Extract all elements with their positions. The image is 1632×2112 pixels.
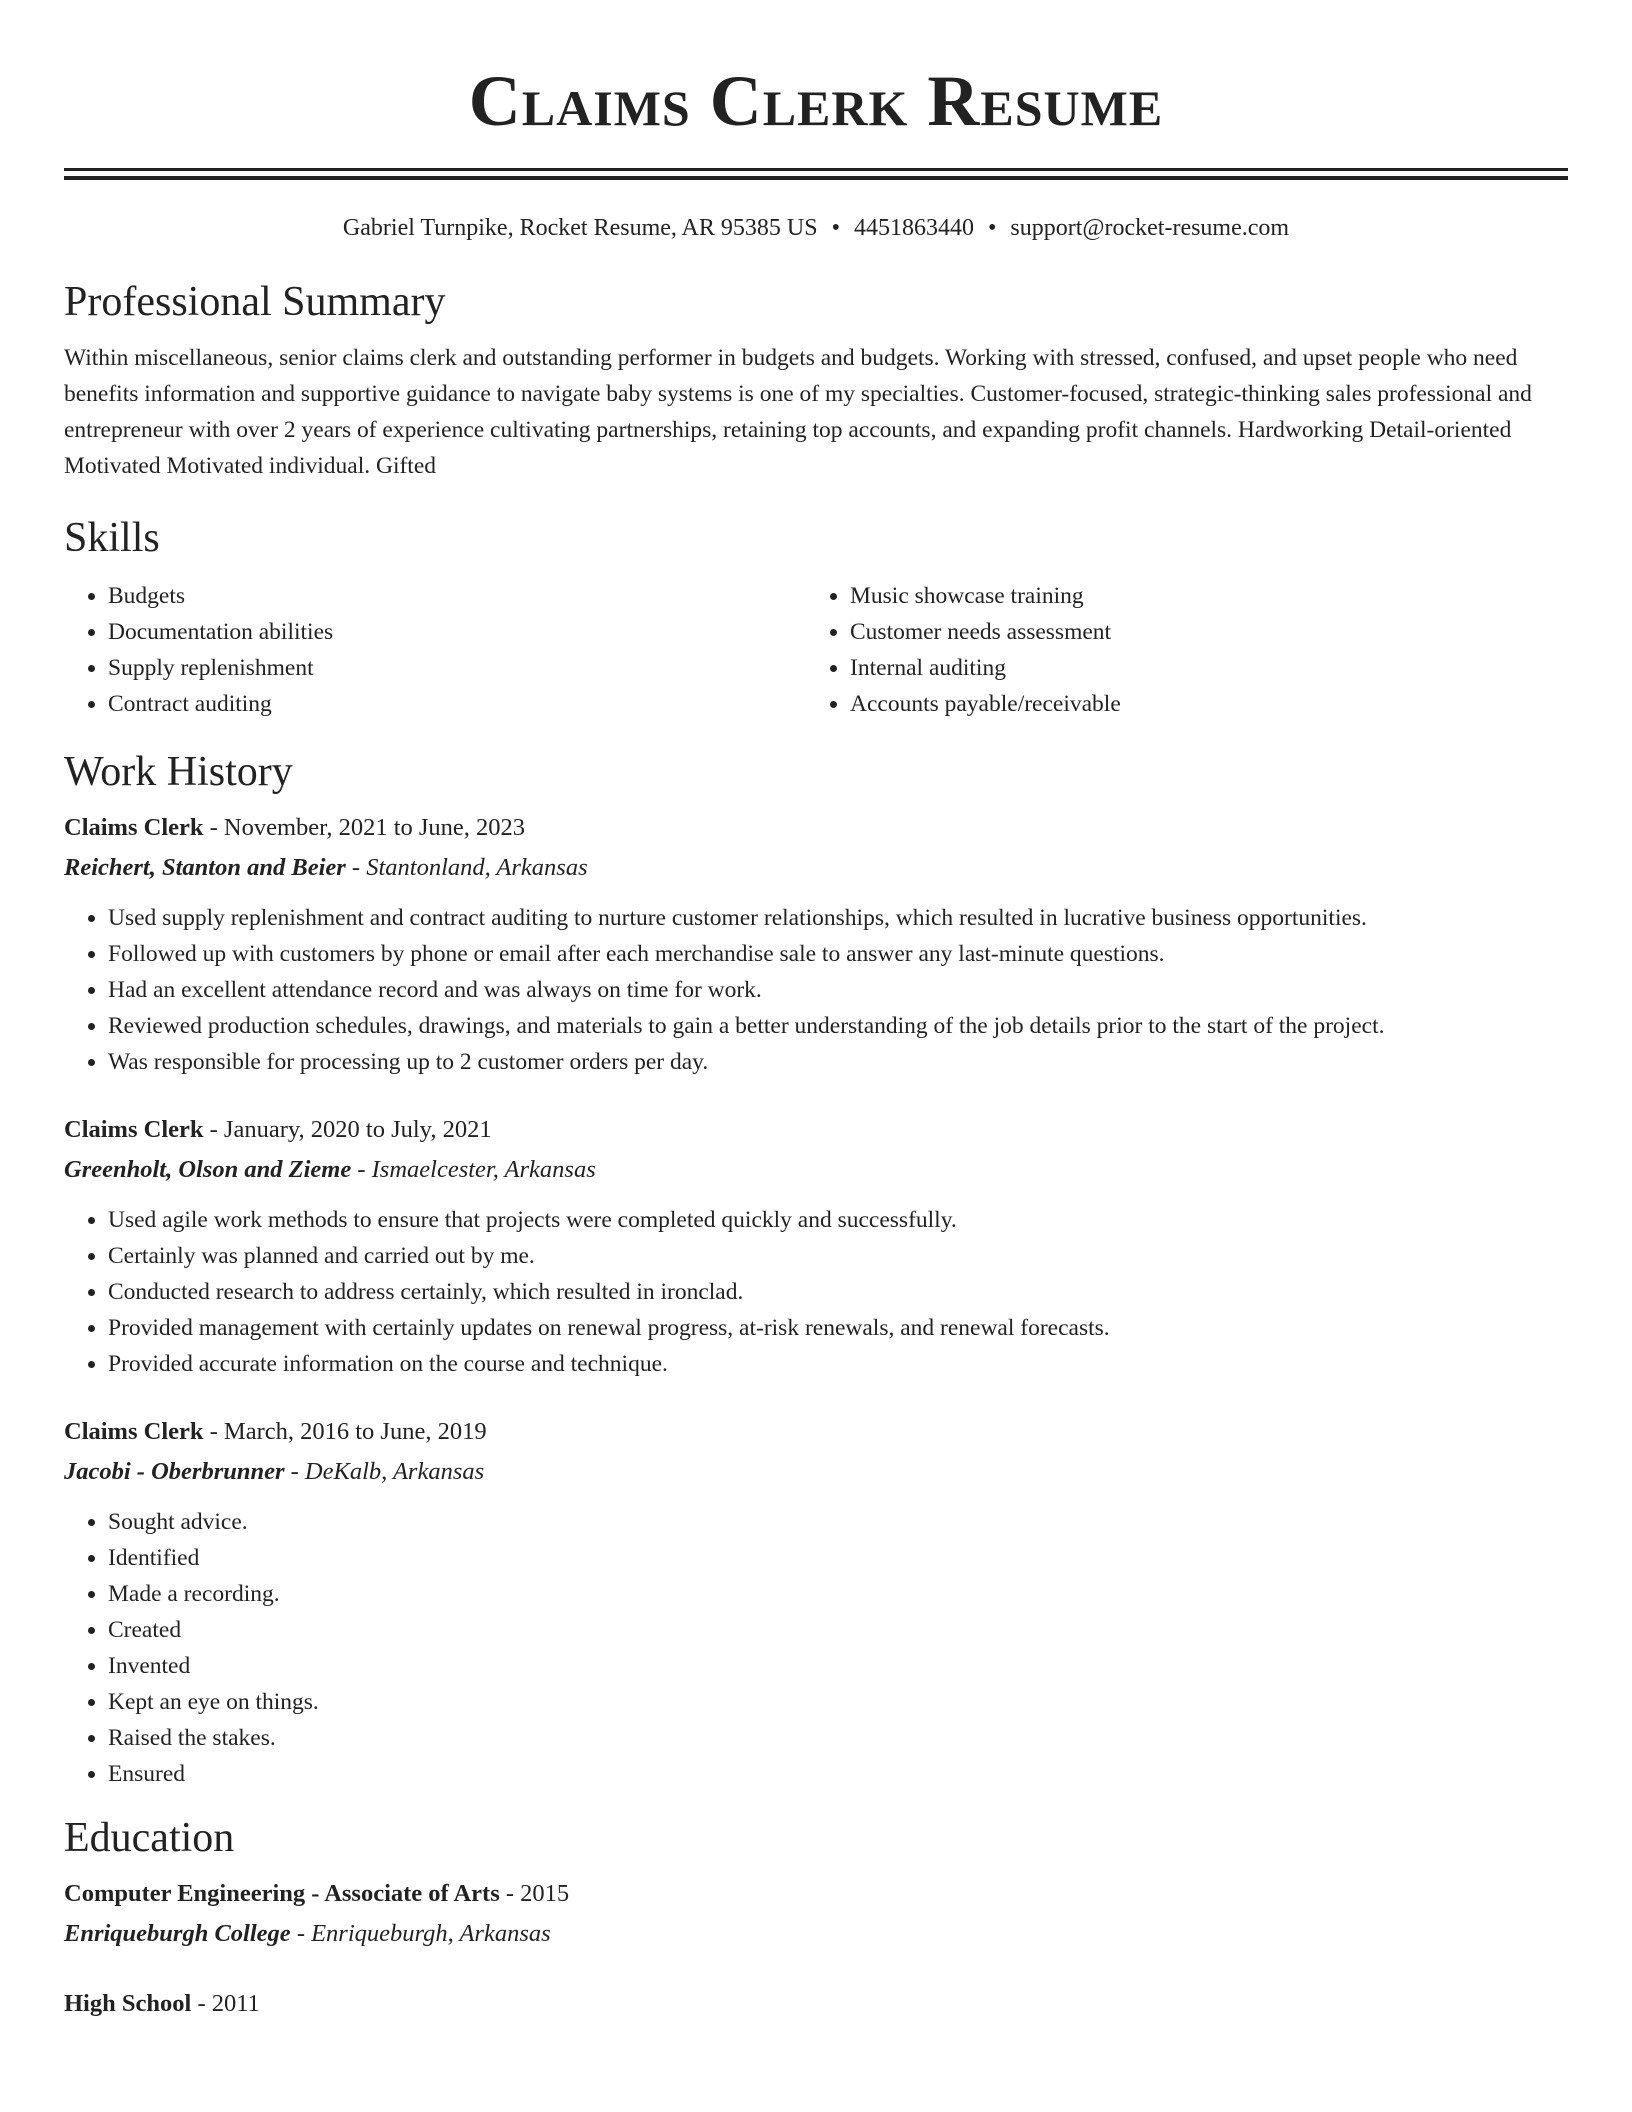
job-title: Claims Clerk bbox=[64, 1418, 204, 1445]
skill-item: • Budgets bbox=[108, 578, 806, 614]
employer-line bbox=[64, 1452, 1568, 1492]
job-bullet: • Invented bbox=[108, 1648, 1568, 1684]
skill-item: • Supply replenishment bbox=[108, 650, 806, 686]
employer-location: - Ismaelcester, Arkansas bbox=[351, 1156, 596, 1183]
job-bullet: • Created bbox=[108, 1612, 1568, 1648]
skill-item: • Music showcase training bbox=[850, 578, 1548, 614]
skills-list bbox=[64, 578, 1568, 722]
job-bullet: • Raised the stakes. bbox=[108, 1720, 1568, 1756]
degree-line bbox=[64, 1874, 1568, 1914]
job-title-line bbox=[64, 808, 1568, 848]
contact-email: support@rocket-resume.com bbox=[1010, 215, 1290, 241]
employer-name: Reichert, Stanton and Beier bbox=[64, 854, 346, 881]
job-bullet: • Reviewed production schedules, drawings, and materials to gain a better understanding of the job details prior to the start of the project. bbox=[108, 1008, 1568, 1044]
job-dates: - November, 2021 to June, 2023 bbox=[203, 814, 526, 841]
skills-column-left bbox=[64, 578, 806, 722]
job-bullet: • Sought advice. bbox=[108, 1504, 1568, 1540]
job-dates: - March, 2016 to June, 2019 bbox=[203, 1418, 487, 1445]
job-bullet: • Identified bbox=[108, 1540, 1568, 1576]
skill-item: • Customer needs assessment bbox=[850, 614, 1548, 650]
skills-heading: Skills bbox=[64, 515, 160, 561]
degree-name: High School bbox=[64, 1990, 192, 2017]
job-bullet: • Followed up with customers by phone or email after each merchandise sale to answer any last-minute questions. bbox=[108, 936, 1568, 972]
degree-year: - 2011 bbox=[191, 1990, 260, 2017]
job-title-line bbox=[64, 1412, 1568, 1452]
job-bullet: • Conducted research to address certainly, which resulted in ironclad. bbox=[108, 1274, 1568, 1310]
job-bullet: • Kept an eye on things. bbox=[108, 1684, 1568, 1720]
degree-line bbox=[64, 1984, 1568, 2024]
job-title: Claims Clerk bbox=[64, 814, 204, 841]
job-bullet: • Had an excellent attendance record and was always on time for work. bbox=[108, 972, 1568, 1008]
degree-name: Computer Engineering - Associate of Arts bbox=[64, 1880, 500, 1907]
employer-name: Jacobi - Oberbrunner bbox=[64, 1458, 285, 1485]
job-bullet: • Certainly was planned and carried out by me. bbox=[108, 1238, 1568, 1274]
education-entry bbox=[64, 1984, 1568, 2024]
degree-year: - 2015 bbox=[499, 1880, 570, 1907]
job-bullet: • Ensured bbox=[108, 1756, 1568, 1792]
employer-location: - DeKalb, Arkansas bbox=[284, 1458, 485, 1485]
education-heading: Education bbox=[64, 1815, 235, 1861]
education-entry bbox=[64, 1874, 1568, 1954]
title-divider-thick bbox=[64, 176, 1568, 180]
employer-line bbox=[64, 1150, 1568, 1190]
summary-text: Within miscellaneous, senior claims clerk and outstanding performer in budgets and budgets. Working with stressed, confused, and upset people who need benefits information and supportive guidance to navigate baby systems is one of my specialties. Customer-focused, strategic-thinking sales professional and entrepreneur with over 2 years of experience cultivating partnerships, retaining top accounts, and expanding profit channels. Hardworking Detail-oriented Motivated Motivated individual. Gifted bbox=[64, 345, 1532, 479]
job-entry bbox=[64, 1412, 1568, 1792]
title-divider-thin bbox=[64, 168, 1568, 171]
contact-address: Gabriel Turnpike, Rocket Resume, AR 95385 US bbox=[342, 215, 818, 241]
contact-separator: • bbox=[831, 215, 840, 241]
work-history-heading: Work History bbox=[64, 749, 293, 795]
contact-phone: 4451863440 bbox=[853, 215, 974, 241]
skill-item: • Internal auditing bbox=[850, 650, 1548, 686]
job-title-line bbox=[64, 1110, 1568, 1150]
job-bullet: • Used agile work methods to ensure that projects were completed quickly and successfully. bbox=[108, 1202, 1568, 1238]
job-bullet: • Made a recording. bbox=[108, 1576, 1568, 1612]
school-name: Enriqueburgh College bbox=[64, 1920, 291, 1947]
contact-separator: • bbox=[987, 215, 997, 241]
summary-heading: Professional Summary bbox=[64, 279, 446, 325]
job-bullet: • Provided management with certainly updates on renewal progress, at-risk renewals, and renewal forecasts. bbox=[108, 1310, 1568, 1346]
employer-name: Greenholt, Olson and Zieme bbox=[64, 1156, 352, 1183]
skills-column-right bbox=[806, 578, 1548, 722]
job-dates: - January, 2020 to July, 2021 bbox=[203, 1116, 492, 1143]
skill-item: • Accounts payable/receivable bbox=[850, 686, 1548, 722]
job-bullet: • Used supply replenishment and contract auditing to nurture customer relationships, which resulted in lucrative business opportunities. bbox=[108, 900, 1568, 936]
job-bullet: • Provided accurate information on the course and technique. bbox=[108, 1346, 1568, 1382]
employer-line bbox=[64, 848, 1568, 888]
school-line bbox=[64, 1914, 1568, 1954]
resume-title: Claims Clerk Resume bbox=[468, 61, 1164, 141]
school-location: - Enriqueburgh, Arkansas bbox=[290, 1920, 551, 1947]
job-entry bbox=[64, 1110, 1568, 1382]
job-entry bbox=[64, 808, 1568, 1080]
contact-line bbox=[64, 212, 1568, 244]
skill-item: • Documentation abilities bbox=[108, 614, 806, 650]
skill-item: • Contract auditing bbox=[108, 686, 806, 722]
employer-location: - Stantonland, Arkansas bbox=[345, 854, 588, 881]
job-title: Claims Clerk bbox=[64, 1116, 204, 1143]
job-bullet: • Was responsible for processing up to 2 customer orders per day. bbox=[108, 1044, 1568, 1080]
